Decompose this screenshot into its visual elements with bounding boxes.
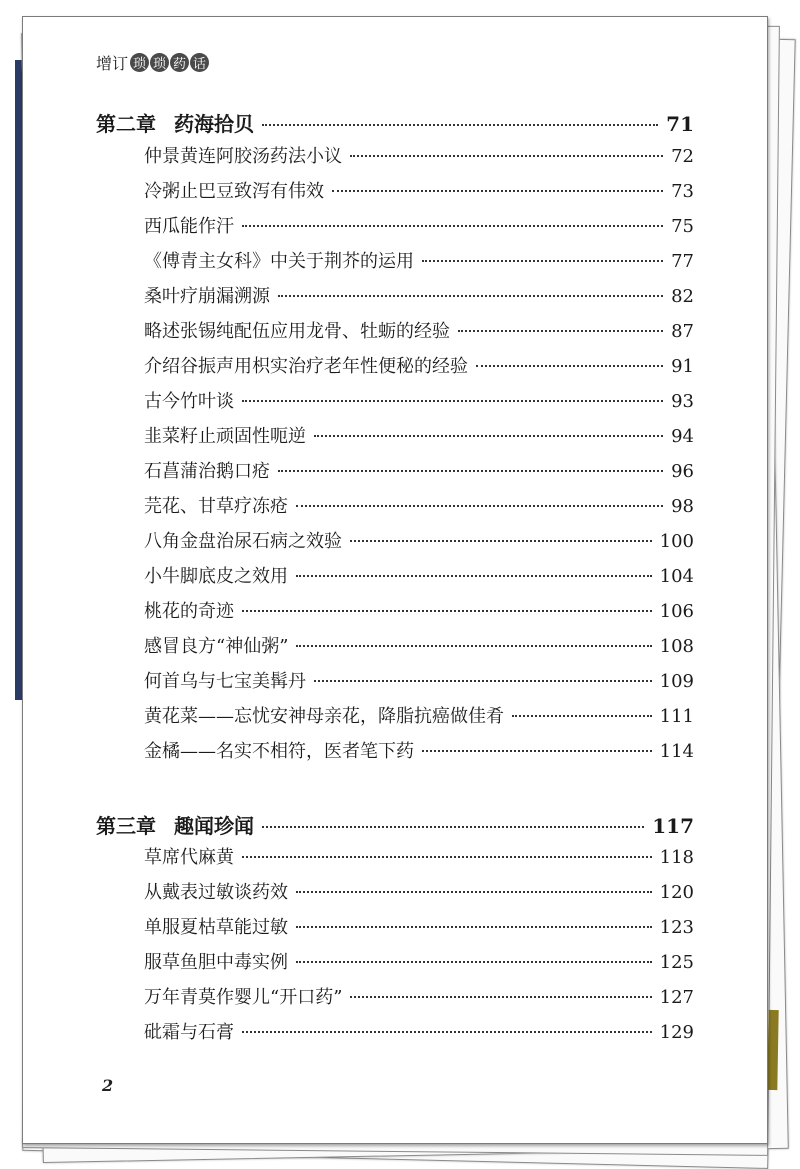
toc-entry[interactable]	[144, 737, 694, 765]
entry-page-number: 109	[659, 671, 694, 692]
entry-page-number: 118	[659, 847, 694, 868]
dot-leader	[332, 190, 663, 192]
entry-page-number: 125	[659, 952, 694, 973]
dot-leader	[314, 435, 663, 437]
toc-entry[interactable]	[144, 492, 694, 520]
header-circled-char: 话	[190, 53, 209, 72]
dot-leader	[296, 926, 652, 928]
dot-leader	[422, 750, 652, 752]
entry-page-number: 87	[671, 321, 694, 342]
header-circled-char: 琐	[130, 53, 149, 72]
entry-page-number: 127	[659, 987, 694, 1008]
entry-title: 古今竹叶谈	[144, 391, 234, 412]
toc-entry[interactable]	[144, 282, 694, 310]
dot-leader	[278, 295, 663, 297]
entry-title: 仲景黄连阿胶汤药法小议	[144, 146, 342, 167]
dot-leader	[242, 610, 652, 612]
chapter-heading	[96, 108, 254, 137]
entry-page-number: 96	[671, 461, 694, 482]
entry-title: 小牛脚底皮之效用	[144, 566, 288, 587]
chapter-page-number: 71	[666, 112, 694, 136]
toc-entry[interactable]	[144, 562, 694, 590]
entry-title: 服草鱼胆中毒实例	[144, 952, 288, 973]
entry-page-number: 120	[659, 882, 694, 903]
entry-page-number: 82	[671, 286, 694, 307]
dot-leader	[242, 1031, 652, 1033]
header-circled-char: 琐	[150, 53, 169, 72]
entry-page-number: 111	[659, 706, 694, 727]
entry-page-number: 104	[659, 566, 694, 587]
dot-leader	[350, 540, 652, 542]
entry-title: 冷粥止巴豆致泻有伟效	[144, 181, 324, 202]
dot-leader	[262, 826, 644, 828]
header-circled-char: 药	[170, 53, 189, 72]
entry-title: 黄花菜——忘忧安神母亲花，降脂抗癌做佳肴	[144, 706, 504, 727]
entry-title: 草席代麻黄	[144, 847, 234, 868]
toc-entry[interactable]	[144, 597, 694, 625]
dot-leader	[296, 645, 651, 647]
header-prefix: 增订	[96, 53, 129, 73]
entry-page-number: 129	[659, 1022, 694, 1043]
dot-leader	[350, 996, 651, 998]
chapter-title: 药海拾贝	[174, 112, 254, 136]
entry-page-number: 114	[659, 741, 694, 762]
dot-leader	[242, 400, 663, 402]
entry-title: 感冒良方“神仙粥”	[144, 636, 289, 657]
entry-title: 芫花、甘草疗冻疮	[144, 496, 288, 517]
entry-title: 《傅青主女科》中关于荆芥的运用	[144, 251, 414, 272]
dot-leader	[350, 155, 663, 157]
entry-title: 西瓜能作汗	[144, 216, 234, 237]
entry-title: 桑叶疗崩漏溯源	[144, 286, 270, 307]
entry-page-number: 123	[659, 917, 694, 938]
entry-page-number: 77	[671, 251, 694, 272]
toc-entry[interactable]	[144, 913, 694, 941]
entry-title: 万年青莫作婴儿“开口药”	[144, 987, 343, 1008]
toc-entry[interactable]	[144, 527, 694, 555]
entry-title: 从戴表过敏谈药效	[144, 882, 288, 903]
toc-entry[interactable]	[144, 843, 694, 871]
dot-leader	[458, 330, 663, 332]
dot-leader	[296, 961, 652, 963]
toc-entry[interactable]	[144, 422, 694, 450]
toc-entry[interactable]	[144, 1018, 694, 1046]
chapter-title: 趣闻珍闻	[174, 814, 254, 838]
dot-leader	[296, 575, 652, 577]
entry-title: 介绍谷振声用枳实治疗老年性便秘的经验	[144, 356, 468, 377]
toc-entry[interactable]	[144, 457, 694, 485]
chapter-heading	[96, 810, 254, 839]
dot-leader	[242, 856, 652, 858]
entry-page-number: 100	[659, 531, 694, 552]
toc-entry[interactable]	[144, 142, 694, 170]
chapter-number: 第三章	[96, 814, 156, 838]
entry-title: 略述张锡纯配伍应用龙骨、牡蛎的经验	[144, 321, 450, 342]
entry-page-number: 106	[659, 601, 694, 622]
toc-entry[interactable]	[144, 352, 694, 380]
entry-title: 单服夏枯草能过敏	[144, 917, 288, 938]
entry-title: 石菖蒲治鹅口疮	[144, 461, 270, 482]
dot-leader	[476, 365, 663, 367]
dot-leader	[512, 715, 652, 717]
toc-chapter-2[interactable]	[96, 108, 694, 136]
chapter-number: 第二章	[96, 112, 156, 136]
toc-entry[interactable]	[144, 948, 694, 976]
entry-title: 桃花的奇迹	[144, 601, 234, 622]
entry-title: 何首乌与七宝美髯丹	[144, 671, 306, 692]
entry-title: 韭菜籽止顽固性呃逆	[144, 426, 306, 447]
toc-chapter-3[interactable]	[96, 810, 694, 838]
dot-leader	[242, 225, 663, 227]
toc-entry[interactable]	[144, 387, 694, 415]
entry-title: 砒霜与石膏	[144, 1022, 234, 1043]
dot-leader	[262, 124, 658, 126]
toc-entry[interactable]	[144, 983, 694, 1011]
dot-leader	[296, 891, 652, 893]
entry-title: 八角金盘治尿石病之效验	[144, 531, 342, 552]
toc-entry[interactable]	[144, 247, 694, 275]
toc-entry[interactable]	[144, 317, 694, 345]
toc-entry[interactable]	[144, 667, 694, 695]
dot-leader	[422, 260, 663, 262]
entry-page-number: 73	[671, 181, 694, 202]
toc-entry[interactable]	[144, 212, 694, 240]
entry-page-number: 75	[671, 216, 694, 237]
entry-page-number: 98	[671, 496, 694, 517]
toc-entry[interactable]	[144, 177, 694, 205]
entry-page-number: 108	[659, 636, 694, 657]
dot-leader	[278, 470, 663, 472]
entry-page-number: 91	[671, 356, 694, 377]
entry-page-number: 93	[671, 391, 694, 412]
toc-entry[interactable]	[144, 702, 694, 730]
entry-title: 金橘——名实不相符，医者笔下药	[144, 741, 414, 762]
page-number: 2	[102, 1076, 114, 1095]
chapter-page-number: 117	[652, 814, 694, 838]
entry-page-number: 94	[671, 426, 694, 447]
entry-page-number: 72	[671, 146, 694, 167]
toc-entry[interactable]	[144, 878, 694, 906]
toc-entry[interactable]	[144, 632, 694, 660]
dot-leader	[314, 680, 652, 682]
dot-leader	[296, 505, 663, 507]
